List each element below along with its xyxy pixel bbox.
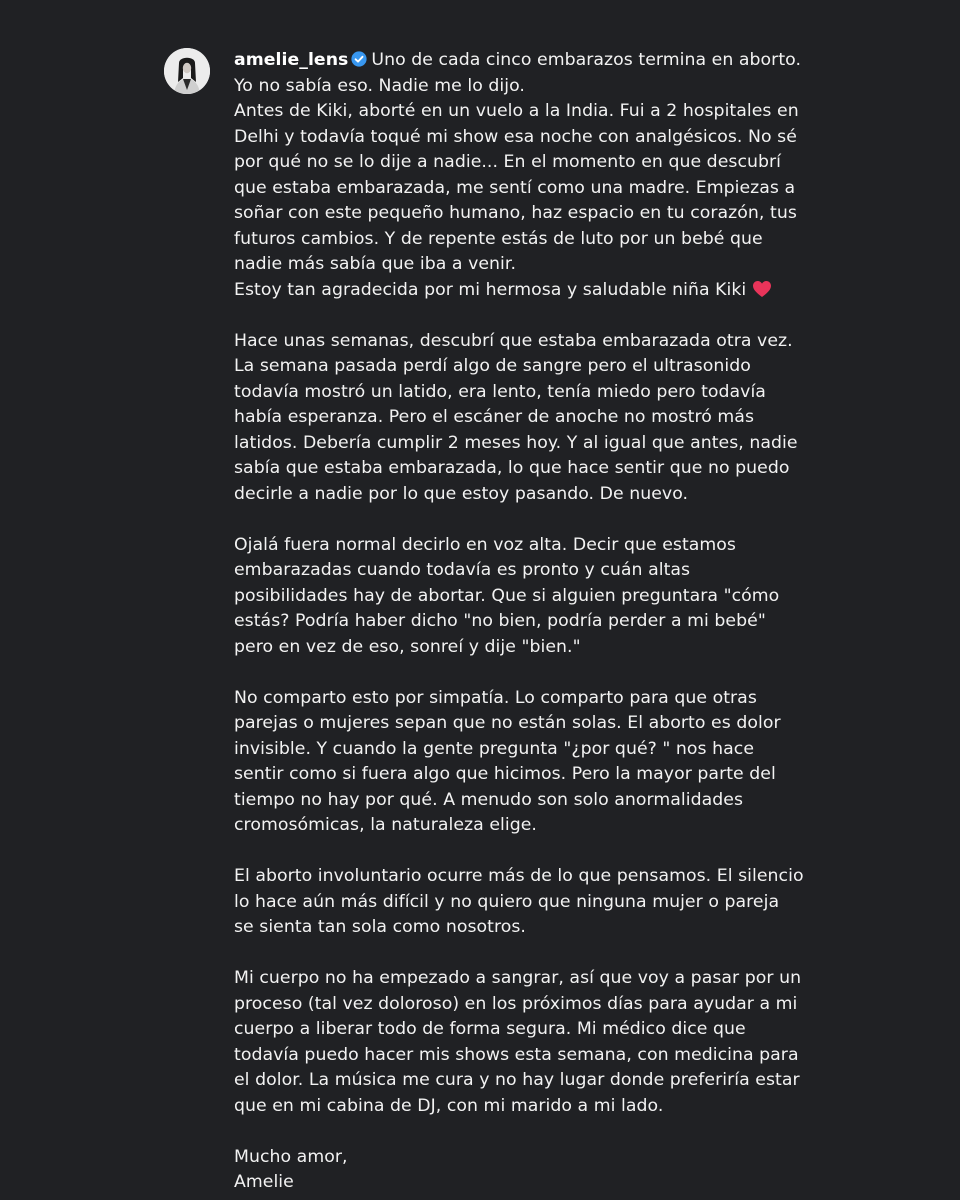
caption-line: Ojalá fuera normal decirlo en voz alta. Decir que estamos bbox=[234, 534, 736, 555]
caption-line: tiempo no hay por qué. A menudo son solo anormalidades bbox=[234, 789, 744, 810]
caption-line: sabía que estaba embarazada, lo que hace sentir que no puedo bbox=[234, 458, 790, 478]
signature-name: Amelie bbox=[234, 1172, 294, 1192]
caption-line: Mi cuerpo no ha empezado a sangrar, así que voy a pasar por un bbox=[234, 968, 802, 988]
caption-line: proceso (tal vez doloroso) en los próximos días para ayudar a mi bbox=[234, 993, 798, 1014]
caption-line: amelie_lens Uno de cada cinco embarazos termina en aborto. bbox=[234, 50, 802, 70]
profile-avatar[interactable] bbox=[164, 48, 210, 94]
caption-line: todavía mostró un latido, era lento, tenía miedo pero todavía bbox=[234, 381, 766, 402]
caption-line: que estaba embarazada, me sentí como una madre. Empiezas a bbox=[234, 177, 796, 198]
caption-signoff bbox=[234, 1145, 804, 1196]
caption-paragraph-5 bbox=[234, 864, 804, 941]
caption-line: latidos. Debería cumplir 2 meses hoy. Y al igual que antes, nadie bbox=[234, 432, 798, 453]
red-heart-icon bbox=[752, 280, 772, 298]
caption-line: soñar con este pequeño humano, haz espacio en tu corazón, tus bbox=[234, 203, 797, 223]
caption-line: que en mi cabina de DJ, con mi marido a mi lado. bbox=[234, 1095, 664, 1116]
caption-paragraph-6 bbox=[234, 966, 804, 1119]
caption-line: El aborto involuntario ocurre más de lo que pensamos. El silencio bbox=[234, 866, 804, 886]
caption-line: Estoy tan agradecida por mi hermosa y saludable niña Kiki bbox=[234, 278, 804, 304]
caption-line: lo hace aún más difícil y no quiero que ninguna mujer o pareja bbox=[234, 891, 780, 912]
caption-line: embarazadas cuando todavía es pronto y cuán altas bbox=[234, 560, 691, 580]
verified-badge-icon bbox=[351, 51, 367, 67]
caption-text bbox=[234, 48, 804, 1196]
caption-line: posibilidades hay de abortar. Que si alguien preguntara "cómo bbox=[234, 585, 780, 606]
caption-line: el dolor. La música me cura y no hay lugar donde preferiría estar bbox=[234, 1070, 800, 1090]
caption-line: La semana pasada perdí algo de sangre pero el ultrasonido bbox=[234, 356, 751, 376]
caption-line: Hace unas semanas, descubrí que estaba embarazada otra vez. bbox=[234, 330, 793, 351]
caption-line: todavía puedo hacer mis shows esta semana, con medicina para bbox=[234, 1044, 799, 1065]
caption-paragraph-2 bbox=[234, 329, 804, 508]
caption-line: pero en vez de eso, sonreí y dije "bien." bbox=[234, 636, 581, 657]
caption-line: se sienta tan sola como nosotros. bbox=[234, 917, 526, 937]
caption-line: Mucho amor, bbox=[234, 1146, 348, 1167]
paragraph-spacer bbox=[234, 303, 804, 329]
caption-paragraph-4 bbox=[234, 686, 804, 839]
caption-line: estás? Podría haber dicho "no bien, podría perder a mi bebé" bbox=[234, 611, 766, 631]
username-link[interactable]: amelie_lens bbox=[234, 50, 349, 70]
caption-line: por qué no se lo dije a nadie... En el momento en que descubrí bbox=[234, 152, 782, 172]
caption-line: Delhi y todavía toqué mi show esa noche con analgésicos. No sé bbox=[234, 126, 797, 147]
caption-line: decirle a nadie por lo que estoy pasando. De nuevo. bbox=[234, 483, 689, 504]
caption-line: nadie más sabía que iba a venir. bbox=[234, 254, 517, 274]
caption-line: No comparto esto por simpatía. Lo comparto para que otras bbox=[234, 687, 757, 708]
caption-line: Antes de Kiki, aborté en un vuelo a la India. Fui a 2 hospitales en bbox=[234, 101, 799, 121]
caption-paragraph-3 bbox=[234, 533, 804, 661]
caption-line: sentir como si fuera algo que hicimos. Pero la mayor parte del bbox=[234, 764, 776, 784]
caption-paragraph-1 bbox=[234, 48, 804, 303]
caption-line: había esperanza. Pero el escáner de anoche no mostró más bbox=[234, 407, 755, 427]
caption-line: futuros cambios. Y de repente estás de luto por un bebé que bbox=[234, 228, 763, 249]
caption-line: Yo no sabía eso. Nadie me lo dijo. bbox=[234, 75, 525, 96]
caption-line: parejas o mujeres sepan que no están solas. El aborto es dolor bbox=[234, 713, 781, 733]
caption-line: cromosómicas, la naturaleza elige. bbox=[234, 815, 537, 835]
avatar-portrait-icon bbox=[164, 48, 210, 94]
caption-line: invisible. Y cuando la gente pregunta "¿por qué? " nos hace bbox=[234, 738, 755, 759]
caption-line: cuerpo a liberar todo de forma segura. Mi médico dice que bbox=[234, 1019, 746, 1039]
